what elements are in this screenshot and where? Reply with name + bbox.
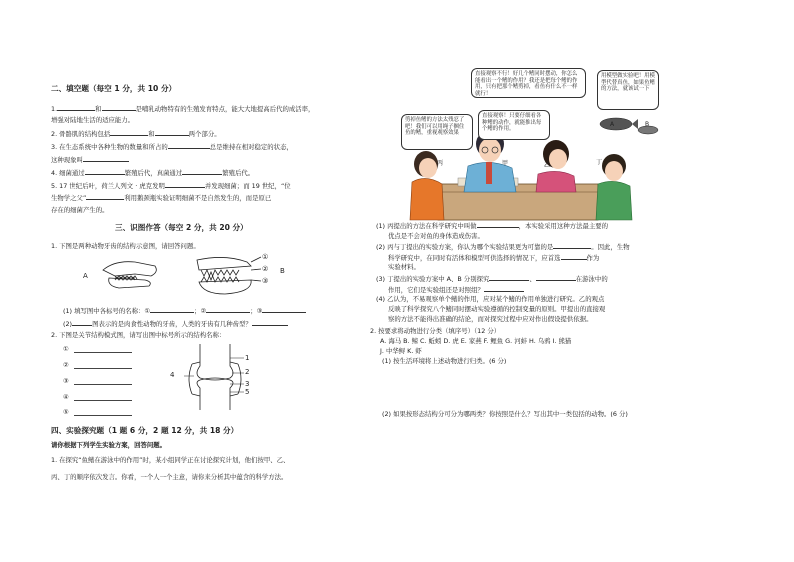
blank[interactable] [165,181,205,188]
joint-answer-3 [63,377,69,385]
blank[interactable] [74,352,132,353]
joint-answer-num: ④ [63,393,69,401]
q2-tail: 两个部分。 [188,130,221,138]
joint-label-3: 3 [245,380,250,388]
r4-line2: 反映了科学探究八个鳍同时摆动实验遵循的控制变量的原则。甲提出的直接观 [388,305,606,313]
q4-line [51,168,254,177]
name-jia: 甲 [502,160,509,167]
q6-mid: ；② [194,307,207,315]
r1-line2: 优点是不会对鱼的身体造成伤害。 [388,232,484,240]
blank[interactable] [74,400,132,401]
joint-answer-2 [63,361,69,369]
blank[interactable] [489,274,529,281]
r2-text2: 科学研究中，在同时有活体和模型可供选择的情况下，应首选 [388,254,561,262]
q2-line [51,129,221,138]
q5-text2: 生物学之父” [51,194,87,202]
joint-answer-1 [63,345,69,353]
r3-line2 [388,285,524,294]
r3-line1 [376,274,608,283]
exp1-line2: 丙、丁的顺序依次发言。你看，一个人一个主意，请你来分析其中蕴含的科学方法。 [51,473,288,481]
speech-bubble-bing: 剪掉鱼鳍的方法太残忍了吧！我们可以用绳子捆住鱼的鳍，重视观察效果 [401,114,473,150]
r3-tail: 在游泳中的 [575,275,608,283]
blank[interactable] [168,142,210,149]
q7-num: (2) [63,320,73,328]
joint-diagram [180,344,250,414]
blank[interactable] [150,306,194,313]
q2-sub2: (2) 如果按形态结构分可分为哪两类？你按照是什么？写出其中一类包括的动物。(6 分) [382,410,628,418]
joint-answer-num: ② [63,361,69,369]
blank[interactable] [252,319,288,326]
r1-text: (1) 丙提出的方法在科学研究中叫做 [376,222,477,230]
blank[interactable] [536,274,576,281]
blank[interactable] [74,368,132,369]
section-2-title: 二、填空题（每空 1 分，共 10 分） [51,84,177,93]
blank[interactable] [477,221,519,228]
r2-line1 [376,242,630,251]
q2-sub1: (1) 按生活环境将上述动物进行归类。(6 分) [382,357,507,365]
q3-line1 [51,142,293,151]
q5-line2 [51,193,271,202]
blank[interactable] [74,384,132,385]
q6-text: (1) 填写图中各标号的名称：① [63,307,151,315]
r2-tail: 。因此，生物 [591,243,630,251]
q2-title: 2. 按要求将动物进行分类（填序号）（12 分） [370,327,501,335]
name-yi: 乙 [544,162,551,169]
blank[interactable] [561,253,587,260]
joint-label-1: 1 [245,354,250,362]
speech-bubble-ding: 用模型做实验吧！用模型代替真鱼，如果鱼鳍的方法，就该试一下 [597,70,659,110]
fish-a-label: A [610,121,615,128]
blank[interactable] [484,285,524,292]
q3-line2 [51,155,129,164]
r3-sep: 、 [529,275,536,283]
q5-mid: 并发现细菌；而 19 世纪，“位 [204,182,291,190]
callout-3: ③ [262,277,269,285]
q7-text: 图表示的是肉食性动物的牙齿，人类的牙齿有几种齿型？ [92,320,252,328]
skull-b-figure [197,257,261,294]
joint-answer-num: ③ [63,377,69,385]
speech-bubble-jia: 直接观察！只要仔细看各种鳍的动作，就能推出每个鳍的作用。 [478,110,550,140]
name-ding: 丁 [596,159,603,166]
blank[interactable] [102,104,136,111]
r4-line3: 察的方法不能得出准确的结论，而对探究过程中应对作出假设提供依据。 [388,315,593,323]
q7-line [63,319,288,328]
joint-label-2: 2 [245,368,250,376]
callout-1: ① [262,253,269,261]
exp1-line1: 1. 在探究“鱼鳍在游泳中的作用”时，某小组同学正在讨论探究计划，他们按甲、乙、 [51,456,290,464]
q4-tail: 繁殖后代。 [222,169,255,177]
blank[interactable] [83,155,129,162]
animal-list-1: A. 海马 B. 鲸 C. 蚯蚓 D. 虎 E. 家燕 F. 鲤鱼 G. 河蚌 H. 乌鸦 I. 熊猫 [380,337,572,345]
skull-b-label: B [280,267,285,275]
r2-line3: 实验材料。 [388,263,420,271]
section-3-title: 三、识图作答（每空 2 分，共 20 分） [115,223,248,232]
blank[interactable] [72,319,92,326]
r1-tail: ，本实验采用这种方法最主要的 [518,222,609,230]
q3-text2: 这种现象叫 [51,156,83,164]
section-4-title: 四、实验探究题（1 题 6 分，2 题 12 分，共 18 分） [51,426,239,435]
r1-line1 [376,221,608,230]
blank[interactable] [553,242,591,249]
q6-line [63,306,306,315]
section-4-intro: 请你根据下列学生实验方案，回答问题。 [51,441,167,449]
fish-b-label: B [645,121,650,128]
blank[interactable] [206,306,250,313]
q5-text: 5. 17 世纪后叶，荷兰人列文 · 虎克发明 [51,182,165,190]
blank[interactable] [85,168,125,175]
callout-2: ② [262,265,269,273]
q5-text3: 利用鹅颈瓶实验证明细菌不是自然发生的，而是原已 [124,194,272,202]
blank[interactable] [155,129,189,136]
q2-and: 和 [148,130,155,138]
q1-text: 是哺乳动物特有的生殖发育特点，能大大地提高后代的成活率， [135,105,315,113]
teeth-diagram [75,252,315,302]
blank[interactable] [110,129,148,136]
blank[interactable] [57,104,95,111]
student-yi [536,140,576,192]
blank[interactable] [182,168,222,175]
q6-prompt: 1. 下图是两种动物牙齿的结构示意图，请回答问题。 [51,242,200,250]
q1-num: 1. [51,105,58,113]
r3-text: (3) 丁提出的实验方案中 A、B 分别探究 [376,275,490,283]
animal-list-2: J. 中华鲟 K. 虾 [380,347,422,355]
q1-line1 [51,104,314,113]
blank[interactable] [86,193,124,200]
q3-text: 3. 在生态系统中各种生物的数量和所占的 [51,143,168,151]
joint-answer-4 [63,393,69,401]
r2-line2 [388,253,599,262]
fish-models [600,118,658,134]
joint-label-5: 5 [245,388,250,396]
r2-text: (2) 丙与丁提出的实验方案，你认为哪个实验结果更为可靠的是 [376,243,554,251]
q4-mid: 繁殖后代，真菌通过 [124,169,183,177]
speech-bubble-yi: 直接观察不行！好几个鳍同时摆动，你怎么能看出一个鳍的作用？我还是把每个鳍的作用，只有把那个鳍剪掉，看鱼有什么不一样就行！ [471,68,586,98]
q5-line1 [51,181,291,190]
joint-answer-num: ⑤ [63,408,69,416]
joint-label-4: 4 [170,371,175,379]
r2-tail2: 作为 [586,254,600,262]
name-bing: 丙 [437,160,444,167]
q8-prompt: 2. 下图是关节结构模式图，请写出图中标号所示的结构名称： [51,331,226,339]
skull-a-label: A [83,272,88,280]
skull-a-figure [103,262,156,288]
joint-answer-num: ① [63,345,69,353]
q6-mid2: ；③ [250,307,263,315]
blank[interactable] [74,415,132,416]
q1-and: 和 [95,105,102,113]
q3-tail: 总是维持在相对稳定的状态， [209,143,293,151]
blank[interactable] [262,306,306,313]
q5-line3: 存在的细菌产生的。 [51,206,109,214]
q1-line2: 增强对陆地生活的适应能力。 [51,116,135,124]
joint-answer-5 [63,408,69,416]
q2-text: 2. 骨骼肌的结构包括 [51,130,111,138]
r3-text2: 作用，它们是实验组还是对照组？ [388,286,484,294]
r4-line1: (4) 乙认为，不易观察单个鳍的作用，应对某个鳍的作用单独进行研究。乙的观点 [376,295,605,303]
q4-text: 4. 细菌通过 [51,169,85,177]
